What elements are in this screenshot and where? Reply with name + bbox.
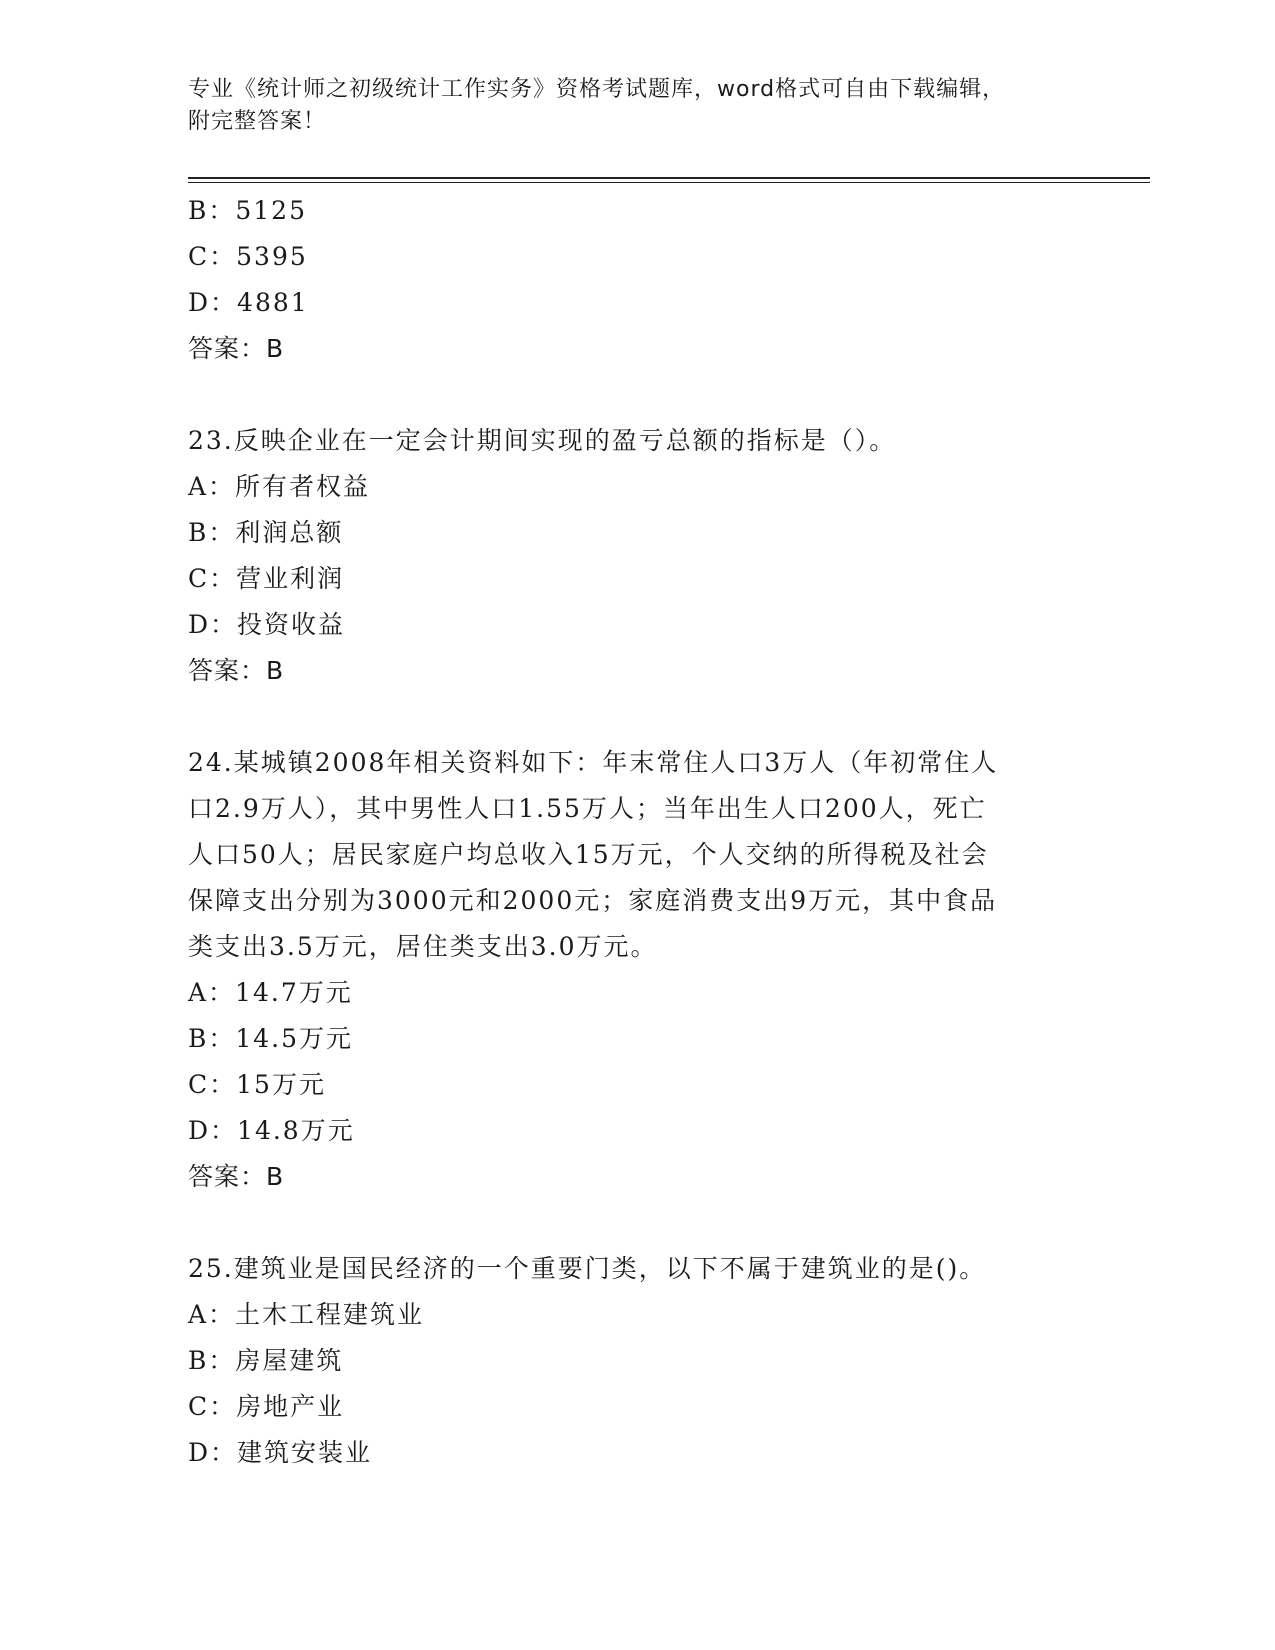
- option-a: A：土木工程建筑业: [188, 1300, 425, 1329]
- spacer: [188, 1200, 1088, 1246]
- option-d: D：14.8万元: [188, 1116, 355, 1145]
- header-line-1: 专业《统计师之初级统计工作实务》资格考试题库，word格式可自由下载编辑，: [188, 77, 1006, 102]
- option-b: B：房屋建筑: [188, 1346, 344, 1375]
- spacer: [188, 694, 1088, 740]
- header-line-2: 附完整答案！: [188, 109, 327, 134]
- question-22-continued: [188, 188, 1088, 372]
- document-header: [188, 74, 1088, 138]
- option-b: B：利润总额: [188, 518, 344, 547]
- option-c: C：房地产业: [188, 1392, 345, 1421]
- document-body: [188, 188, 1088, 1476]
- question-24: [188, 740, 1088, 1200]
- answer: 答案：B: [188, 1162, 285, 1191]
- header-rule-thick: [188, 177, 1150, 179]
- option-d: D：4881: [188, 288, 309, 317]
- question-stem: 23.反映企业在一定会计期间实现的盈亏总额的指标是（）。: [188, 426, 897, 455]
- option-c: C：15万元: [188, 1070, 326, 1099]
- header-rule-thin: [188, 182, 1150, 183]
- option-a: A：14.7万元: [188, 978, 353, 1007]
- answer: 答案：B: [188, 656, 285, 685]
- question-23: [188, 418, 1088, 694]
- question-stem: 25.建筑业是国民经济的一个重要门类，以下不属于建筑业的是()。: [188, 1254, 987, 1283]
- option-b: B：14.5万元: [188, 1024, 354, 1053]
- question-stem-line: 口2.9万人），其中男性人口1.55万人；当年出生人口200人，死亡: [188, 794, 987, 823]
- option-d: D：建筑安装业: [188, 1438, 373, 1467]
- question-stem-line: 保障支出分别为3000元和2000元；家庭消费支出9万元，其中食品: [188, 886, 998, 915]
- spacer: [188, 372, 1088, 418]
- question-stem-line: 24.某城镇2008年相关资料如下：年末常住人口3万人（年初常住人: [188, 748, 999, 777]
- option-d: D：投资收益: [188, 610, 346, 639]
- option-b: B：5125: [188, 196, 307, 225]
- question-stem-line: 类支出3.5万元，居住类支出3.0万元。: [188, 932, 658, 961]
- answer: 答案：B: [188, 334, 285, 363]
- question-stem-line: 人口50人；居民家庭户均总收入15万元，个人交纳的所得税及社会: [188, 840, 989, 869]
- option-c: C：5395: [188, 242, 308, 271]
- option-c: C：营业利润: [188, 564, 345, 593]
- option-a: A：所有者权益: [188, 472, 371, 501]
- question-25: [188, 1246, 1088, 1476]
